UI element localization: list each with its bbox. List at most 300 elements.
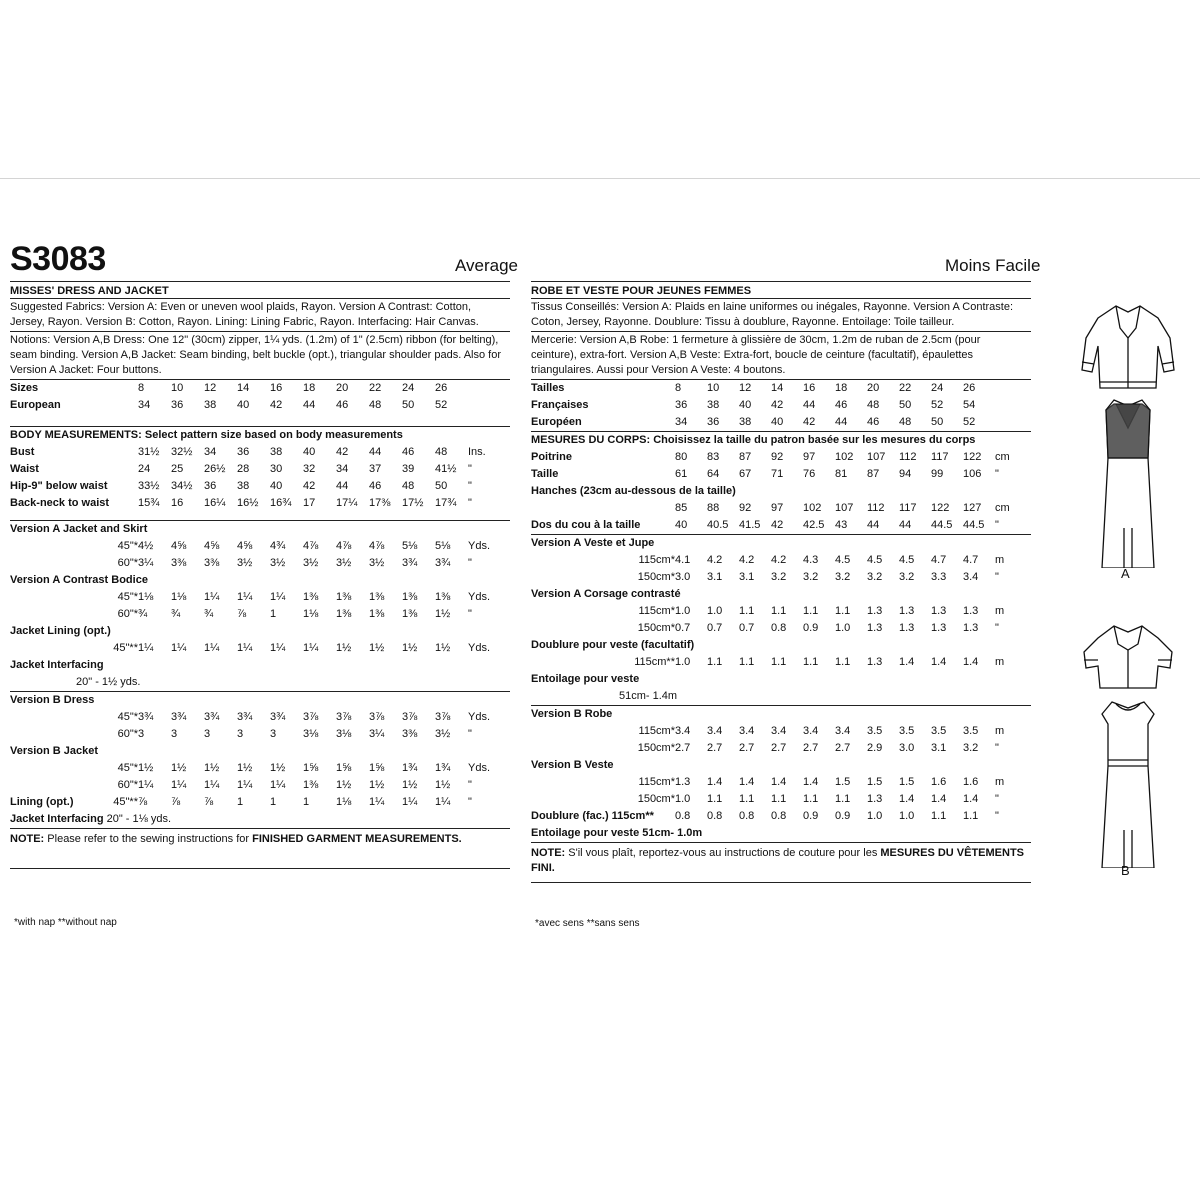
value-cell: 1½ — [435, 642, 451, 654]
value-cell: 67 — [739, 468, 752, 480]
value-cell: 42 — [803, 416, 816, 428]
value-cell: 3.2 — [771, 571, 787, 583]
value-cell: 1¼ — [204, 779, 220, 791]
value-cell: 87 — [739, 451, 752, 463]
value-cell: 18 — [303, 382, 316, 394]
value-cell: 1½ — [336, 642, 352, 654]
value-cell: 32 — [303, 463, 316, 475]
yardage-section-title: Jacket Interfacing — [10, 659, 104, 671]
value-cell: 94 — [899, 468, 912, 480]
value-cell: 0.9 — [835, 810, 851, 822]
interfacing-b-fr: Entoilage pour veste 51cm- 1.0m — [531, 827, 703, 839]
value-cell: 4.2 — [771, 554, 787, 566]
row-label: 60"* — [117, 728, 138, 740]
value-cell: 4¾ — [270, 540, 286, 552]
value-cell: 1⅜ — [402, 591, 418, 603]
value-cell: 16 — [171, 497, 184, 509]
unit-cell: m — [995, 656, 1005, 668]
yardage-section-title: Version B Jacket — [10, 745, 99, 757]
value-cell: 107 — [867, 451, 886, 463]
value-cell: ¾ — [138, 608, 148, 620]
value-cell: 42 — [771, 519, 784, 531]
value-cell: 44.5 — [931, 519, 953, 531]
value-cell: 1.5 — [867, 776, 883, 788]
value-cell: 3¾ — [237, 711, 253, 723]
value-cell: 102 — [835, 451, 854, 463]
value-cell: 36 — [675, 399, 688, 411]
row-label — [531, 500, 675, 517]
value-cell: 4.2 — [707, 554, 723, 566]
value-cell: 3 — [171, 728, 178, 740]
row-label: 45"* — [117, 711, 138, 723]
unit-cell: " — [995, 468, 999, 480]
value-cell: 87 — [867, 468, 880, 480]
value-cell: 50 — [402, 399, 415, 411]
value-cell: 3.1 — [931, 742, 947, 754]
yardage-row — [10, 555, 492, 572]
value-cell: 1.3 — [963, 605, 979, 617]
value-cell: 33½ — [138, 480, 160, 492]
unit-cell: Yds. — [468, 591, 491, 603]
value-cell: 3⅛ — [336, 728, 352, 740]
value-cell: 3½ — [369, 557, 385, 569]
value-cell: 40 — [771, 416, 784, 428]
value-cell: 5⅛ — [402, 540, 418, 552]
value-cell: 117 — [899, 502, 917, 514]
unit-cell: m — [995, 605, 1005, 617]
value-cell: 40 — [303, 446, 316, 458]
value-cell: 12 — [204, 382, 217, 394]
note-en: NOTE: Please refer to the sewing instructions for FINISHED GARMENT MEASUREMENTS. — [10, 833, 462, 845]
fabrics-en: Suggested Fabrics: Version A: Even or uneven wool plaids, Rayon. Version A Contrast: Cotton, Jersey, Rayon. Version B: Cotton, Rayon. Lining: Lining Fabric, Rayon. Interfacing: Hair Canvas. — [10, 301, 479, 328]
unit-cell: cm — [995, 451, 1010, 463]
value-cell: 1.1 — [707, 793, 723, 805]
row-label: 115cm* — [638, 776, 675, 788]
value-cell: 2.7 — [675, 742, 691, 754]
yardage-row — [10, 589, 492, 606]
value-cell: 16¾ — [270, 497, 292, 509]
value-cell: 1¼ — [138, 779, 154, 791]
value-cell: 3½ — [303, 557, 319, 569]
value-cell: 26 — [963, 382, 976, 394]
value-cell: 3.4 — [771, 725, 787, 737]
value-cell: 1 — [270, 608, 277, 620]
value-cell: 48 — [867, 399, 880, 411]
value-cell: 1½ — [171, 762, 187, 774]
value-cell: 1.3 — [675, 776, 691, 788]
yardage-section-title: Jacket Lining (opt.) — [10, 625, 111, 637]
value-cell: 1⅜ — [369, 608, 385, 620]
row-label: 115cm* — [638, 725, 675, 737]
unit-cell: m — [995, 725, 1005, 737]
value-cell: 40 — [739, 399, 752, 411]
value-cell: 10 — [707, 382, 720, 394]
value-cell: 1½ — [435, 779, 451, 791]
row-label: 115cm* — [638, 554, 675, 566]
value-cell: 3.4 — [739, 725, 755, 737]
value-cell: 1⅛ — [171, 591, 187, 603]
lining-row-fr — [531, 808, 1019, 825]
value-cell: 4⅝ — [204, 540, 220, 552]
value-cell: 3.1 — [707, 571, 723, 583]
unit-cell: cm — [995, 502, 1010, 514]
value-cell: 32½ — [171, 446, 193, 458]
value-cell: 3⅜ — [171, 557, 187, 569]
unit-cell: " — [468, 480, 472, 492]
difficulty-fr: Moins Facile — [945, 256, 1041, 275]
value-cell: 3¾ — [138, 711, 154, 723]
value-cell: 1¼ — [237, 642, 253, 654]
french-column — [531, 281, 1031, 883]
value-cell: 38 — [204, 399, 217, 411]
value-cell: 117 — [931, 451, 949, 463]
row-label: 45"* — [117, 762, 138, 774]
value-cell: 1.0 — [675, 656, 691, 668]
value-cell: 4.5 — [867, 554, 883, 566]
value-cell: 3 — [204, 728, 211, 740]
value-cell: 16 — [803, 382, 816, 394]
row-label: Hanches (23cm au-dessous de la taille) — [531, 485, 736, 497]
value-cell: 3¾ — [270, 711, 286, 723]
value-cell: 52 — [435, 399, 448, 411]
yardage-row — [531, 603, 1019, 620]
row-label: 115cm* — [638, 605, 675, 617]
value-cell: 0.8 — [771, 622, 787, 634]
value-cell: 97 — [771, 502, 784, 514]
value-cell: 4.5 — [835, 554, 851, 566]
value-cell: 22 — [369, 382, 382, 394]
value-cell: 3½ — [270, 557, 286, 569]
value-cell: 1.0 — [707, 605, 723, 617]
value-cell: 44 — [835, 416, 848, 428]
value-cell: 0.8 — [675, 810, 691, 822]
value-cell: 3.4 — [675, 725, 691, 737]
value-cell: 2.9 — [867, 742, 883, 754]
english-column — [10, 281, 510, 869]
value-cell: 1.1 — [803, 793, 819, 805]
value-cell: 1½ — [138, 762, 154, 774]
value-cell: 50 — [435, 480, 448, 492]
body-row — [10, 478, 492, 495]
value-cell: 40 — [270, 480, 283, 492]
yardage-en — [10, 521, 510, 794]
notions-en: Notions: Version A,B Dress: One 12" (30cm) zipper, 1¼ yds. (1.2m) of 1" (2.5cm) ribbon (for belting), seam binding. Version A,B Jacket: Seam binding, belt buckle (opt.), triangular shoulder pads. Also for Version A Jacket: Four buttons. — [10, 334, 501, 376]
unit-cell: m — [995, 554, 1005, 566]
row-label: Tailles — [531, 382, 565, 394]
value-cell: 14 — [237, 382, 250, 394]
value-cell: 1¼ — [171, 642, 187, 654]
sizes-row — [10, 380, 492, 397]
title-en: MISSES' DRESS AND JACKET — [10, 285, 169, 297]
yardage-section-title: Version B Robe — [531, 708, 613, 720]
value-cell: 3½ — [435, 728, 451, 740]
value-cell: 46 — [336, 399, 349, 411]
value-cell: 112 — [867, 502, 885, 514]
value-cell: 92 — [771, 451, 784, 463]
unit-cell: " — [468, 728, 472, 740]
notions-fr: Mercerie: Version A,B Robe: 1 fermeture à glissière de 30cm, 1.2m de ruban de 2.5cm (pour ceinture), extra-fort. Version A,B Veste: Extra-fort, boucle de ceinture (facultatif), épaulettes triangulaires. Aussi pour Version A Veste: 4 boutons. — [531, 334, 981, 376]
value-cell: 1¼ — [303, 642, 319, 654]
unit-cell — [995, 414, 1019, 431]
value-cell: 1⅜ — [336, 591, 352, 603]
value-cell: 1.4 — [707, 776, 723, 788]
row-label: 150cm* — [637, 571, 675, 583]
value-cell: 4⅞ — [336, 540, 352, 552]
value-cell: 1.0 — [675, 793, 691, 805]
yardage-row — [10, 640, 492, 657]
figure-b-label: B — [1121, 863, 1130, 878]
value-cell: 44.5 — [963, 519, 985, 531]
value-cell: 1⅛ — [303, 608, 319, 620]
yardage-fr — [531, 535, 1031, 808]
value-cell: 4⅝ — [171, 540, 187, 552]
row-label: 45"* — [117, 540, 138, 552]
value-cell: 39 — [402, 463, 415, 475]
value-cell: 1½ — [369, 779, 385, 791]
row-label: 150cm* — [637, 793, 675, 805]
value-cell: 107 — [835, 502, 854, 514]
value-cell: 37 — [369, 463, 382, 475]
value-cell: 1.5 — [899, 776, 915, 788]
body-row — [10, 461, 492, 478]
value-cell: 76 — [803, 468, 816, 480]
value-cell: 3½ — [336, 557, 352, 569]
value-cell: 4.2 — [739, 554, 755, 566]
value-cell: 34 — [138, 399, 151, 411]
yardage-row — [10, 760, 492, 777]
unit-cell: " — [468, 497, 472, 509]
value-cell: 1⅛ — [336, 796, 352, 808]
value-cell: 26½ — [204, 463, 226, 475]
value-cell: 36 — [237, 446, 250, 458]
yardage-row — [10, 726, 492, 743]
yardage-row — [531, 740, 1019, 757]
value-cell: 52 — [963, 416, 976, 428]
value-cell: 8 — [138, 382, 145, 394]
value-cell: 106 — [963, 468, 982, 480]
value-cell: 3.5 — [963, 725, 979, 737]
unit-cell — [468, 397, 492, 414]
row-label: Dos du cou à la taille — [531, 519, 641, 531]
value-cell: 2.7 — [771, 742, 787, 754]
value-cell: 3⅞ — [435, 711, 451, 723]
pattern-code: S3083 — [10, 240, 106, 278]
row-label: Bust — [10, 446, 35, 458]
value-cell: 97 — [803, 451, 816, 463]
value-cell: 41½ — [435, 463, 457, 475]
value-cell: 14 — [771, 382, 784, 394]
value-cell: 3 — [237, 728, 244, 740]
value-cell: 1¼ — [237, 779, 253, 791]
note-fr: NOTE: S'il vous plaît, reportez-vous au instructions de couture pour les MESURES DU VÊTEMENTS FINI. — [531, 847, 1025, 874]
value-cell: 64 — [707, 468, 720, 480]
value-cell: 1.3 — [931, 605, 947, 617]
body-measurements-en — [10, 444, 492, 512]
value-cell: 1.1 — [931, 810, 947, 822]
value-cell: 71 — [771, 468, 784, 480]
european-row — [531, 414, 1019, 431]
title-fr: ROBE ET VESTE POUR JEUNES FEMMES — [531, 285, 752, 297]
value-cell: 0.7 — [707, 622, 723, 634]
value-cell: 48 — [899, 416, 912, 428]
yardage-single-value: 20" - 1½ yds. — [76, 676, 141, 688]
value-cell: 1.1 — [803, 656, 819, 668]
value-cell: 1.1 — [707, 656, 723, 668]
value-cell: 1⅜ — [303, 779, 319, 791]
value-cell: 3.2 — [963, 742, 979, 754]
yardage-row — [531, 552, 1019, 569]
value-cell: 44 — [369, 446, 382, 458]
value-cell: 22 — [899, 382, 912, 394]
value-cell: 1.0 — [675, 605, 691, 617]
value-cell: ⅞ — [237, 608, 247, 620]
yardage-section-title: Doublure pour veste (facultatif) — [531, 639, 695, 651]
value-cell: 1.1 — [963, 810, 979, 822]
value-cell: 3.2 — [899, 571, 915, 583]
yardage-single-value: 51cm- 1.4m — [619, 690, 678, 702]
value-cell: 46 — [867, 416, 880, 428]
value-cell: 2.7 — [739, 742, 755, 754]
value-cell: 1½ — [336, 779, 352, 791]
value-cell: 42.5 — [803, 519, 825, 531]
yardage-section-title: Entoilage pour veste — [531, 673, 640, 685]
value-cell: 4½ — [138, 540, 154, 552]
european-row — [10, 397, 492, 414]
value-cell: 3.3 — [931, 571, 947, 583]
yardage-row — [531, 723, 1019, 740]
value-cell: 1.4 — [931, 793, 947, 805]
value-cell: 24 — [402, 382, 415, 394]
value-cell: 1.1 — [835, 605, 851, 617]
value-cell: 3⅞ — [369, 711, 385, 723]
value-cell: 1.4 — [803, 776, 819, 788]
value-cell: 1⅜ — [369, 591, 385, 603]
value-cell: 17¾ — [435, 497, 457, 509]
value-cell: 1 — [303, 796, 310, 808]
yardage-section-title: Version B Veste — [531, 759, 614, 771]
row-label: Waist — [10, 463, 39, 475]
value-cell: 0.8 — [771, 810, 787, 822]
value-cell: 1.1 — [739, 656, 755, 668]
value-cell: 3⅜ — [402, 728, 418, 740]
yardage-row — [531, 791, 1019, 808]
value-cell: 42 — [336, 446, 349, 458]
unit-cell: Yds. — [468, 711, 491, 723]
value-cell: 3.5 — [867, 725, 883, 737]
value-cell: 1.1 — [835, 656, 851, 668]
value-cell: 1¼ — [369, 796, 385, 808]
value-cell: 0.7 — [675, 622, 691, 634]
value-cell: 0.8 — [739, 810, 755, 822]
yardage-row — [531, 654, 1019, 671]
unit-cell: " — [468, 796, 472, 808]
unit-cell: " — [995, 810, 999, 822]
value-cell: 122 — [931, 502, 950, 514]
value-cell: 17⅜ — [369, 497, 391, 509]
body-measurements-fr — [531, 449, 1019, 534]
value-cell: 20 — [336, 382, 349, 394]
value-cell: 16¼ — [204, 497, 226, 509]
value-cell: 1½ — [369, 642, 385, 654]
value-cell: ⅞ — [204, 796, 214, 808]
row-label: 60"* — [117, 779, 138, 791]
value-cell: 24 — [931, 382, 944, 394]
value-cell: 3¾ — [435, 557, 451, 569]
body-row — [10, 444, 492, 461]
lining-row-en — [10, 794, 492, 811]
unit-cell: " — [468, 557, 472, 569]
value-cell: 36 — [204, 480, 217, 492]
value-cell: 1.4 — [963, 793, 979, 805]
unit-cell: m — [995, 776, 1005, 788]
value-cell: 88 — [707, 502, 720, 514]
value-cell: 50 — [931, 416, 944, 428]
value-cell: 3.2 — [867, 571, 883, 583]
lining-row — [10, 794, 492, 811]
value-cell: 1⅝ — [336, 762, 352, 774]
row-label: 45"** — [113, 642, 138, 654]
version-a-illustration — [1078, 298, 1178, 568]
value-cell: 1¼ — [270, 779, 286, 791]
value-cell: 1¼ — [237, 591, 253, 603]
value-cell: 3¾ — [402, 557, 418, 569]
value-cell: 1.4 — [963, 656, 979, 668]
yardage-row — [10, 709, 492, 726]
value-cell: 18 — [835, 382, 848, 394]
value-cell: 3⅞ — [336, 711, 352, 723]
jacket-interfacing-b-en: Jacket Interfacing 20" - 1⅛ yds. — [10, 813, 172, 825]
row-label: Taille — [531, 468, 559, 480]
unit-cell: " — [468, 463, 472, 475]
value-cell: 17¼ — [336, 497, 358, 509]
value-cell: 10 — [171, 382, 184, 394]
value-cell: 1½ — [270, 762, 286, 774]
hanches-label-row — [531, 483, 1019, 500]
value-cell: 1.3 — [963, 622, 979, 634]
yardage-row — [531, 569, 1019, 586]
value-cell: 42 — [303, 480, 316, 492]
value-cell: 1.3 — [899, 605, 915, 617]
value-cell: 112 — [899, 451, 917, 463]
value-cell: 1.1 — [771, 656, 787, 668]
value-cell: 34½ — [171, 480, 193, 492]
top-divider — [0, 178, 1200, 179]
value-cell: 1.1 — [771, 793, 787, 805]
value-cell: 30 — [270, 463, 283, 475]
value-cell: 3½ — [237, 557, 253, 569]
value-cell: 3.2 — [835, 571, 851, 583]
value-cell: 1¼ — [204, 642, 220, 654]
value-cell: 3⅞ — [402, 711, 418, 723]
value-cell: 46 — [402, 446, 415, 458]
value-cell: 1.1 — [739, 793, 755, 805]
value-cell: 44 — [336, 480, 349, 492]
value-cell: 1¼ — [435, 796, 451, 808]
value-cell: 48 — [402, 480, 415, 492]
value-cell: 40.5 — [707, 519, 729, 531]
unit-cell — [468, 380, 492, 397]
value-cell: 52 — [931, 399, 944, 411]
row-label: Sizes — [10, 382, 39, 394]
sizes-row — [531, 380, 1019, 397]
value-cell: 40 — [237, 399, 250, 411]
row-label: Françaises — [531, 399, 589, 411]
value-cell: 4.7 — [931, 554, 947, 566]
sizes-table-en — [10, 380, 492, 414]
value-cell: 34 — [336, 463, 349, 475]
value-cell: 1¾ — [402, 762, 418, 774]
value-cell: 3⅜ — [204, 557, 220, 569]
